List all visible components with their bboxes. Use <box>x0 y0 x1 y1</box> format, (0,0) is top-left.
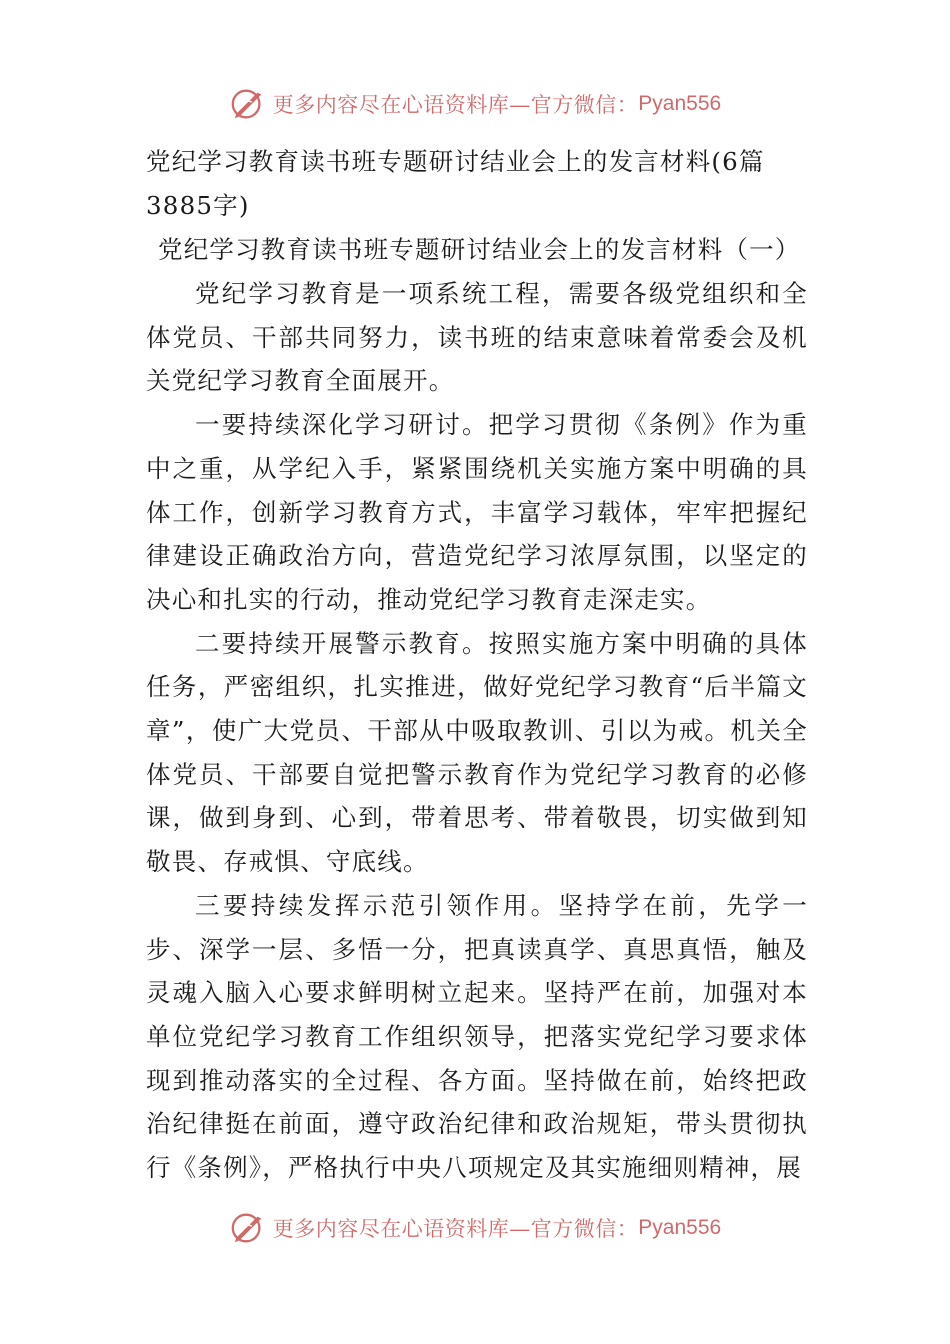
pen-logo-icon <box>229 85 267 123</box>
banner-text: 更多内容尽在心语资料库—官方微信： <box>272 93 639 117</box>
paragraph: 三要持续发挥示范引领作用。坚持学在前，先学一步、深学一层、多悟一分，把真读真学、真思真悟，触及灵魂入脑入心要求鲜明树立起来。坚持严在前，加强对本单位党纪学习教育工作组织领导，把落实党纪学习要求体现到推动落实的全过程、各方面。坚持做在前，始终把政治纪律挺在前面，遵守政治纪律和政治规矩，带头贯彻执行《条例》，严格执行中央八项规定及其实施细则精神，展 <box>146 890 808 1183</box>
section-title: 党纪学习教育读书班专题研讨结业会上的发言材料（一） <box>158 235 801 264</box>
pen-logo-icon <box>229 1209 267 1247</box>
paragraph: 一要持续深化学习研讨。把学习贯彻《条例》作为重中之重，从学纪入手，紧紧围绕机关实施方案中明确的具体工作，创新学习教育方式，丰富学习载体，牢牢把握纪律建设正确政治方向，营造党纪学习浓厚氛围，以坚定的决心和扎实的行动，推动党纪学习教育走深走实。 <box>146 410 808 614</box>
footer-banner <box>0 1206 950 1250</box>
header-banner <box>0 82 950 126</box>
banner-wechat-id: Pyan556 <box>638 1216 722 1239</box>
paragraph: 二要持续开展警示教育。按照实施方案中明确的具体任务，严密组织，扎实推进，做好党纪学习教育“后半篇文章”，使广大党员、干部从中吸取教训、引以为戒。机关全体党员、干部要自觉把警示教育作为党纪学习教育的必修课，做到身到、心到，带着思考、带着敬畏，切实做到知敬畏、存戒惧、守底线。 <box>146 628 808 877</box>
document-body <box>146 140 808 1190</box>
banner-wechat-id: Pyan556 <box>638 92 722 115</box>
document-title: 党纪学习教育读书班专题研讨结业会上的发言材料(6篇3885字) <box>146 147 765 220</box>
paragraph: 党纪学习教育是一项系统工程，需要各级党组织和全体党员、干部共同努力，读书班的结束意味着常委会及机关党纪学习教育全面展开。 <box>146 279 808 396</box>
banner-text: 更多内容尽在心语资料库—官方微信： <box>272 1217 639 1241</box>
